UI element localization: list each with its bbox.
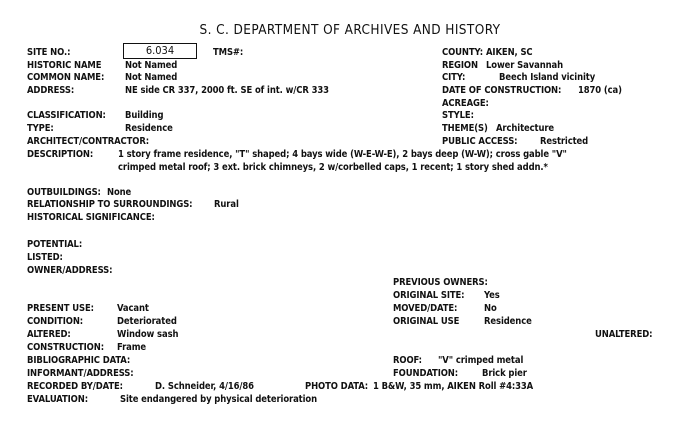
region-value: Lower Savannah: [486, 60, 564, 71]
common-name-value: Not Named: [125, 72, 178, 83]
significance-label: HISTORICAL SIGNIFICANCE:: [27, 212, 155, 223]
owner-address-label: OWNER/ADDRESS:: [27, 265, 113, 276]
county-label: COUNTY:: [442, 47, 483, 58]
style-label: STYLE:: [442, 110, 474, 121]
relationship-value: Rural: [214, 199, 239, 210]
site-no-label: SITE NO.:: [27, 47, 71, 58]
recorded-value: D. Schneider, 4/16/86: [155, 381, 254, 392]
foundation-label: FOUNDATION:: [393, 368, 459, 379]
previous-owners-label: PREVIOUS OWNERS:: [393, 277, 488, 288]
moved-date-label: MOVED/DATE:: [393, 303, 458, 314]
date-of-construction-value: 1870 (ca): [578, 85, 622, 96]
outbuildings-label: OUTBUILDINGS:: [27, 187, 101, 198]
moved-date-value: No: [484, 303, 497, 314]
public-access-value: Restricted: [540, 136, 589, 147]
relationship-label: RELATIONSHIP TO SURROUNDINGS:: [27, 199, 193, 210]
county-value: AIKEN, SC: [486, 47, 533, 58]
type-label: TYPE:: [27, 123, 54, 134]
classification-label: CLASSIFICATION:: [27, 110, 106, 121]
bibliographic-label: BIBLIOGRAPHIC DATA:: [27, 355, 131, 366]
classification-value: Building: [125, 110, 164, 121]
evaluation-label: EVALUATION:: [27, 394, 88, 405]
themes-label: THEME(S): [442, 123, 488, 134]
foundation-value: Brick pier: [482, 368, 527, 379]
altered-value: Window sash: [117, 329, 179, 340]
original-use-value: Residence: [484, 316, 532, 327]
site-no-value: 6.034: [123, 43, 197, 59]
historic-name-label: HISTORIC NAME: [27, 60, 102, 71]
historic-name-value: Not Named: [125, 60, 178, 71]
construction-value: Frame: [117, 342, 147, 353]
photo-data-label: PHOTO DATA:: [305, 381, 369, 392]
present-use-value: Vacant: [117, 303, 149, 314]
type-value: Residence: [125, 123, 173, 134]
description-line-2: crimped metal roof; 3 ext. brick chimneys, 2 w/corbelled caps, 1 recent; 1 story shed addn.*: [118, 162, 548, 173]
common-name-label: COMMON NAME:: [27, 72, 105, 83]
recorded-label: RECORDED BY/DATE:: [27, 381, 123, 392]
photo-data-value: 1 B&W, 35 mm, AIKEN Roll #4:33A: [373, 381, 534, 392]
public-access-label: PUBLIC ACCESS:: [442, 136, 518, 147]
potential-label: POTENTIAL:: [27, 239, 83, 250]
original-site-label: ORIGINAL SITE:: [393, 290, 465, 301]
address-label: ADDRESS:: [27, 85, 75, 96]
condition-label: CONDITION:: [27, 316, 84, 327]
condition-value: Deteriorated: [117, 316, 177, 327]
altered-label: ALTERED:: [27, 329, 71, 340]
construction-label: CONSTRUCTION:: [27, 342, 104, 353]
description-line-1: 1 story frame residence, "T" shaped; 4 bays wide (W-E-W-E), 2 bays deep (W-W); cross gable "V": [118, 149, 567, 160]
unaltered-label: UNALTERED:: [595, 329, 653, 340]
acreage-label: ACREAGE:: [442, 98, 489, 109]
address-value: NE side CR 337, 2000 ft. SE of int. w/CR 333: [125, 85, 329, 96]
architect-label: ARCHITECT/CONTRACTOR:: [27, 136, 150, 147]
informant-label: INFORMANT/ADDRESS:: [27, 368, 134, 379]
original-site-value: Yes: [484, 290, 500, 301]
city-value: Beech Island vicinity: [499, 72, 596, 83]
roof-value: "V" crimped metal: [438, 355, 524, 366]
form-title: S. C. DEPARTMENT OF ARCHIVES AND HISTORY: [199, 22, 501, 38]
listed-label: LISTED:: [27, 252, 63, 263]
date-of-construction-label: DATE OF CONSTRUCTION:: [442, 85, 562, 96]
region-label: REGION: [442, 60, 478, 71]
roof-label: ROOF:: [393, 355, 422, 366]
outbuildings-value: None: [107, 187, 132, 198]
evaluation-value: Site endangered by physical deterioration: [120, 394, 317, 405]
themes-value: Architecture: [496, 123, 555, 134]
present-use-label: PRESENT USE:: [27, 303, 94, 314]
description-label: DESCRIPTION:: [27, 149, 94, 160]
tms-label: TMS#:: [213, 47, 244, 58]
city-label: CITY:: [442, 72, 466, 83]
original-use-label: ORIGINAL USE: [393, 316, 460, 327]
